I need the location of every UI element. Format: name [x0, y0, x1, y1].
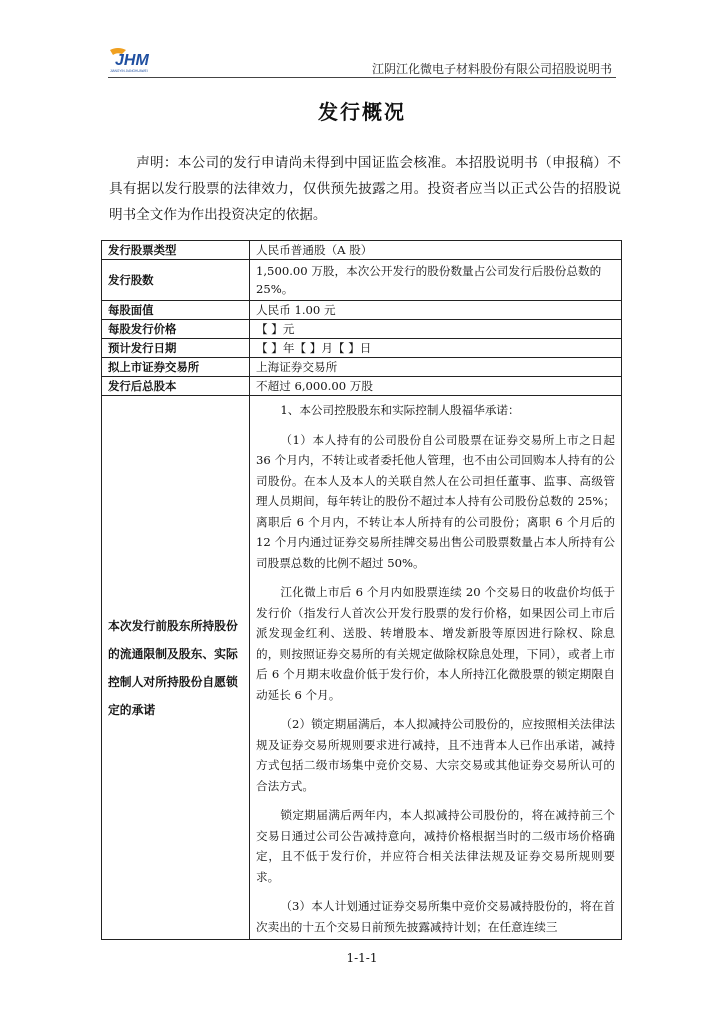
- row-label: 发行股数: [102, 260, 250, 301]
- lockup-paragraph: （1）本人持有的公司股份自公司股票在证券交易所上市之日起 36 个月内，不转让或者委托他人管理，也不由公司回购本人持有的公司股份。在本人及本人的关联自然人在公司担任董事、监事、高级管理人员期间，每年转让的股份不超过本人持有公司股份总数的 25%；离职后 6 个月内，不转让本人所持有的公司股份；离职 6 个月后的 12 个月内通过证券交易所挂牌交易出售公司股票数量占本人所持有公司股票总数的比例不超过 50%。: [256, 432, 615, 570]
- table-row: [102, 320, 622, 339]
- row-value: 人民币 1.00 元: [250, 301, 622, 320]
- row-value: 不超过 6,000.00 万股: [250, 377, 622, 396]
- table-row: [102, 358, 622, 377]
- lockup-paragraph: 锁定期届满后两年内，本人拟减持公司股份的，将在减持前三个交易日通过公司公告减持意向，减持价格根据当时的二级市场价格确定，且不低于发行价，并应符合相关法律法规及证券交易所规则要求。: [256, 808, 615, 884]
- lockup-paragraph: （2）锁定期届满后，本人拟减持公司股份的，应按照相关法律法规及证券交易所规则要求进行减持，且不违背本人已作出承诺，减持方式包括二级市场集中竞价交易、大宗交易或其他证券交易所认可的合法方式。: [256, 717, 615, 793]
- table-row: [102, 241, 622, 260]
- row-label: 发行股票类型: [102, 241, 250, 260]
- section-title: 发行概况: [318, 100, 406, 124]
- row-label: 发行后总股本: [102, 377, 250, 396]
- lockup-paragraph: 1、本公司控股股东和实际控制人殷福华承诺：: [280, 403, 520, 417]
- lockup-paragraph: （3）本人计划通过证券交易所集中竞价交易减持股份的，将在首次卖出的十五个交易日前预先披露减持计划；在任意连续三: [256, 899, 615, 934]
- table-row: [102, 377, 622, 396]
- row-value: 1,500.00 万股，本次公开发行的股份数量占公司发行后股份总数的 25%。: [250, 260, 622, 301]
- table-row: [102, 339, 622, 358]
- table-row: [102, 301, 622, 320]
- page-number: 1-1-1: [346, 951, 378, 965]
- row-label: 拟上市证券交易所: [102, 358, 250, 377]
- table-row: [102, 260, 622, 301]
- row-label: 每股发行价格: [102, 320, 250, 339]
- row-label: 每股面值: [102, 301, 250, 320]
- row-value: 【 】年【 】月【 】日: [250, 339, 622, 358]
- company-logo: [108, 46, 168, 74]
- lockup-paragraph: 江化微上市后 6 个月内如股票连续 20 个交易日的收盘价均低于发行价（指发行人首次公开发行股票的发行价格，如果因公司上市后派发现金红利、送股、转增股本、增发新股等原因进行除权、除息的，则按照证券交易所的有关规定做除权除息处理，下同），或者上市后 6 个月期末收盘价低于发行价，本人所持江化微股票的锁定期限自动延长 6 个月。: [256, 585, 615, 702]
- table-row-lockup: [102, 396, 622, 940]
- document-title: 江阴江化微电子材料股份有限公司招股说明书: [371, 62, 612, 76]
- row-value: 上海证券交易所: [250, 358, 622, 377]
- row-value: 人民币普通股（A 股）: [250, 241, 622, 260]
- lockup-commitments: [250, 396, 622, 940]
- svg-text:JHM: JHM: [115, 52, 149, 69]
- row-label: 预计发行日期: [102, 339, 250, 358]
- disclaimer-statement: 声明：本公司的发行申请尚未得到中国证监会核准。本招股说明书（申报稿）不具有据以发行股票的法律效力，仅供预先披露之用。投资者应当以正式公告的招股说明书全文作为作出投资决定的依据。: [109, 155, 621, 223]
- header-divider: [108, 77, 616, 78]
- page-header: [108, 46, 616, 78]
- offering-overview-table: [101, 240, 622, 940]
- lockup-label: 本次发行前股东所持股份的流通限制及股东、实际控制人对所持股份自愿锁定的承诺: [102, 396, 250, 940]
- row-value: 【 】元: [250, 320, 622, 339]
- svg-text:JIANGYIN JIANGHUAWEI: JIANGYIN JIANGHUAWEI: [110, 69, 148, 73]
